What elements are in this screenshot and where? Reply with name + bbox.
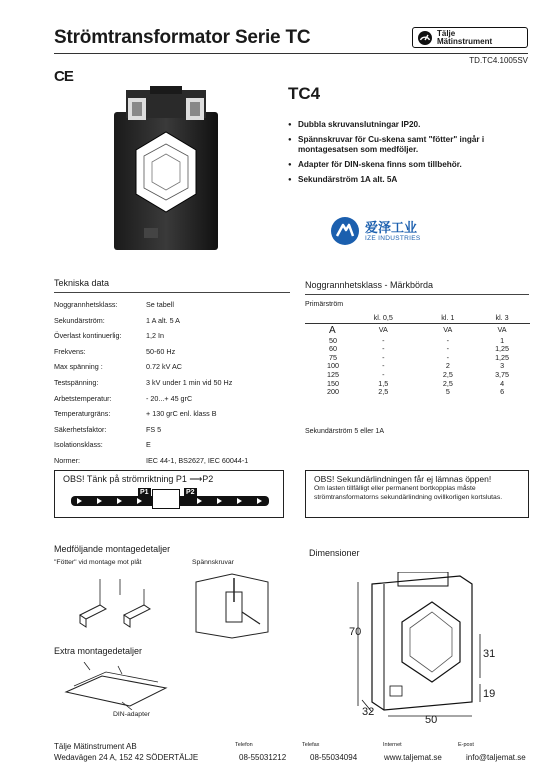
- p1-label: P1: [140, 489, 149, 496]
- table-cell: 6: [500, 387, 505, 397]
- spec-key: Max spänning :: [54, 362, 103, 372]
- din-adapter-drawing: [62, 662, 172, 710]
- page-title: Strömtransformator Serie TC: [54, 27, 311, 48]
- footer: [54, 739, 534, 769]
- footer-fax: 08-55034094: [310, 753, 358, 762]
- table-cell: 3,75: [495, 369, 510, 379]
- spec-value: IEC 44-1, BS2627, IEC 60044-1: [146, 455, 249, 465]
- feet-label: "Fötter" vid montage mot plåt: [54, 559, 142, 566]
- spec-value: 3 kV under 1 min vid 50 Hz: [146, 377, 233, 387]
- product-photo: [110, 82, 230, 254]
- header-divider: [54, 53, 528, 54]
- spec-row: [54, 406, 294, 422]
- dim-depth: 32: [362, 706, 375, 718]
- table-cell: -: [382, 352, 385, 362]
- spec-key: Säkerhetsfaktor:: [54, 424, 107, 434]
- table-cell: 60: [329, 344, 337, 354]
- dimensions-title: Dimensioner: [309, 548, 360, 558]
- spec-key: Sekundärström:: [54, 315, 105, 325]
- feature-item: ● Sekundärström 1A alt. 5A: [288, 175, 528, 185]
- watermark-brand: [330, 216, 420, 246]
- table-cell: A: [329, 324, 336, 336]
- company-logo: [412, 27, 528, 48]
- table-cell: 2,5: [378, 387, 389, 397]
- footer-email-label: E-post: [458, 742, 474, 748]
- table-cell: -: [446, 352, 450, 362]
- mounting-title: Medföljande montagedetaljer: [54, 544, 171, 554]
- accuracy-note: Sekundärström 5 eller 1A: [305, 428, 384, 435]
- table-header: kl. 1: [422, 314, 475, 323]
- spec-value: 1,2 In: [146, 331, 164, 341]
- spec-row: [54, 297, 294, 313]
- footer-phone: 08-55031212: [239, 753, 287, 762]
- table-cell: 125: [327, 369, 339, 379]
- table-cell: 150: [327, 378, 339, 388]
- document-reference: TD.TC4.1005SV: [469, 56, 528, 65]
- accuracy-divider: [305, 294, 529, 295]
- spec-value: 0.72 kV AC: [146, 362, 182, 372]
- spec-key: Testspänning:: [54, 377, 99, 387]
- table-cell: 100: [327, 361, 339, 371]
- transformer-core: [152, 489, 180, 509]
- spec-value: - 20...+ 45 grC: [146, 393, 193, 403]
- table-cell: 200: [327, 387, 339, 397]
- table-cell: 3: [500, 361, 505, 371]
- feature-item: ● Adapter för DIN-skena finns som tillbehör.: [288, 160, 528, 170]
- table-cell: 1: [500, 335, 505, 345]
- feature-item: ● Dubbla skruvanslutningar IP20.: [288, 120, 528, 130]
- dim-width: 50: [425, 714, 438, 726]
- ize-logo-icon: [330, 216, 360, 246]
- table-cell: VA: [497, 324, 507, 334]
- spec-row: [54, 344, 294, 360]
- table-row: [305, 314, 530, 323]
- table-cell: 2,5: [442, 378, 453, 388]
- table-cell: 75: [329, 352, 337, 362]
- table-row: [305, 388, 530, 397]
- footer-email-link[interactable]: info@taljemat.se: [466, 753, 526, 762]
- table-cell: -: [446, 335, 450, 345]
- watermark-en: IZE INDUSTRIES: [365, 234, 421, 242]
- table-cell: -: [382, 369, 385, 379]
- footer-company: Tälje Mätinstrument AB: [54, 742, 137, 751]
- gauge-icon: [417, 30, 433, 46]
- accuracy-table: [305, 314, 530, 397]
- logo-line1: Tälje: [437, 28, 456, 38]
- table-cell: -: [446, 344, 450, 354]
- spec-row: [54, 328, 294, 344]
- spec-row: [54, 313, 294, 329]
- table-cell: 2,5: [442, 369, 453, 379]
- table-cell: 50: [329, 335, 337, 345]
- spec-row: [54, 437, 294, 453]
- spec-value: + 130 grC enl. klass B: [146, 409, 217, 419]
- model-name: TC4: [288, 84, 321, 103]
- footer-address: Wedavägen 24 A, 152 42 SÖDERTÄLJE: [54, 753, 199, 762]
- spec-key: Normer:: [54, 455, 80, 465]
- extra-mounting-title: Extra montagedetaljer: [54, 646, 143, 656]
- spec-key: Isolationsklass:: [54, 440, 103, 450]
- table-header: kl. 0,5: [345, 314, 422, 323]
- table-cell: 2: [445, 361, 450, 371]
- spec-key: Temperaturgräns:: [54, 409, 111, 419]
- direction-warning-box: [54, 470, 284, 518]
- ce-mark: CE: [54, 68, 73, 85]
- spec-value: 50-60 Hz: [146, 346, 176, 356]
- dim-height: 70: [349, 626, 362, 638]
- spec-value: Se tabell: [146, 300, 174, 309]
- table-row: [305, 323, 530, 337]
- spec-row: [54, 359, 294, 375]
- table-cell: 4: [500, 378, 505, 388]
- footer-phone-label: Telefon: [235, 742, 253, 748]
- dim-base: 19: [483, 688, 496, 700]
- dimension-drawing: [340, 572, 500, 722]
- accuracy-subtitle: Primärström: [305, 301, 344, 308]
- table-cell: 1,5: [378, 378, 389, 388]
- din-adapter-label: DIN-adapter: [113, 711, 151, 718]
- spec-value: E: [146, 440, 151, 450]
- spec-row: [54, 375, 294, 391]
- direction-warning-text: OBS! Tänk på strömriktning P1 ⟶P2: [63, 474, 214, 484]
- tech-spec-list: [54, 297, 294, 469]
- tech-data-title: Tekniska data: [54, 278, 110, 288]
- feature-list: [288, 120, 528, 190]
- table-cell: VA: [443, 324, 453, 334]
- feature-item: ● Spännskruvar för Cu-skena samt "fötter" ingår i montagesatsen som medföljer.: [288, 135, 528, 155]
- tech-divider: [54, 292, 290, 293]
- table-cell: 1,25: [495, 352, 510, 362]
- spec-value: FS 5: [146, 424, 162, 434]
- footer-web-label: Internet: [383, 742, 402, 748]
- dim-window: 31: [483, 648, 496, 660]
- table-cell: -: [382, 344, 385, 354]
- table-cell: -: [382, 361, 385, 371]
- spec-row: [54, 422, 294, 438]
- p2-label: P2: [186, 489, 195, 496]
- spec-value: 1 A alt. 5 A: [146, 315, 180, 325]
- feet-drawing: [70, 575, 170, 635]
- footer-web-link[interactable]: www.taljemat.se: [384, 753, 442, 762]
- footer-fax-label: Telefax: [302, 742, 320, 748]
- secondary-warning-title: OBS! Sekundärlindningen får ej lämnas öppen!: [314, 474, 492, 484]
- spec-key: Arbetstemperatur:: [54, 393, 112, 403]
- table-cell: 5: [445, 387, 450, 397]
- spec-row: [54, 453, 294, 469]
- spec-key: Överlast kontinuerlig:: [54, 331, 122, 341]
- spec-key: Noggrannhetsklass:: [54, 300, 118, 309]
- watermark-cn: 爱泽工业: [365, 219, 418, 235]
- screws-label: Spännskruvar: [192, 559, 234, 566]
- clamp-screws-drawing: [192, 572, 272, 640]
- table-header: kl. 3: [474, 314, 530, 323]
- table-cell: VA: [378, 324, 388, 334]
- table-cell: 1,25: [495, 344, 510, 354]
- secondary-warning-box: [305, 470, 529, 518]
- logo-line2: Mätinstrument: [437, 36, 493, 46]
- secondary-warning-body: Om lasten tillfälligt eller permanent bortkopplas måste strömtransformatorns sekundärlindning ovillkorligen kortslutas.: [314, 485, 503, 501]
- spec-row: [54, 391, 294, 407]
- accuracy-title: Noggrannhetsklass - Märkbörda: [305, 280, 434, 290]
- table-cell: -: [382, 335, 385, 345]
- spec-key: Frekvens:: [54, 346, 86, 356]
